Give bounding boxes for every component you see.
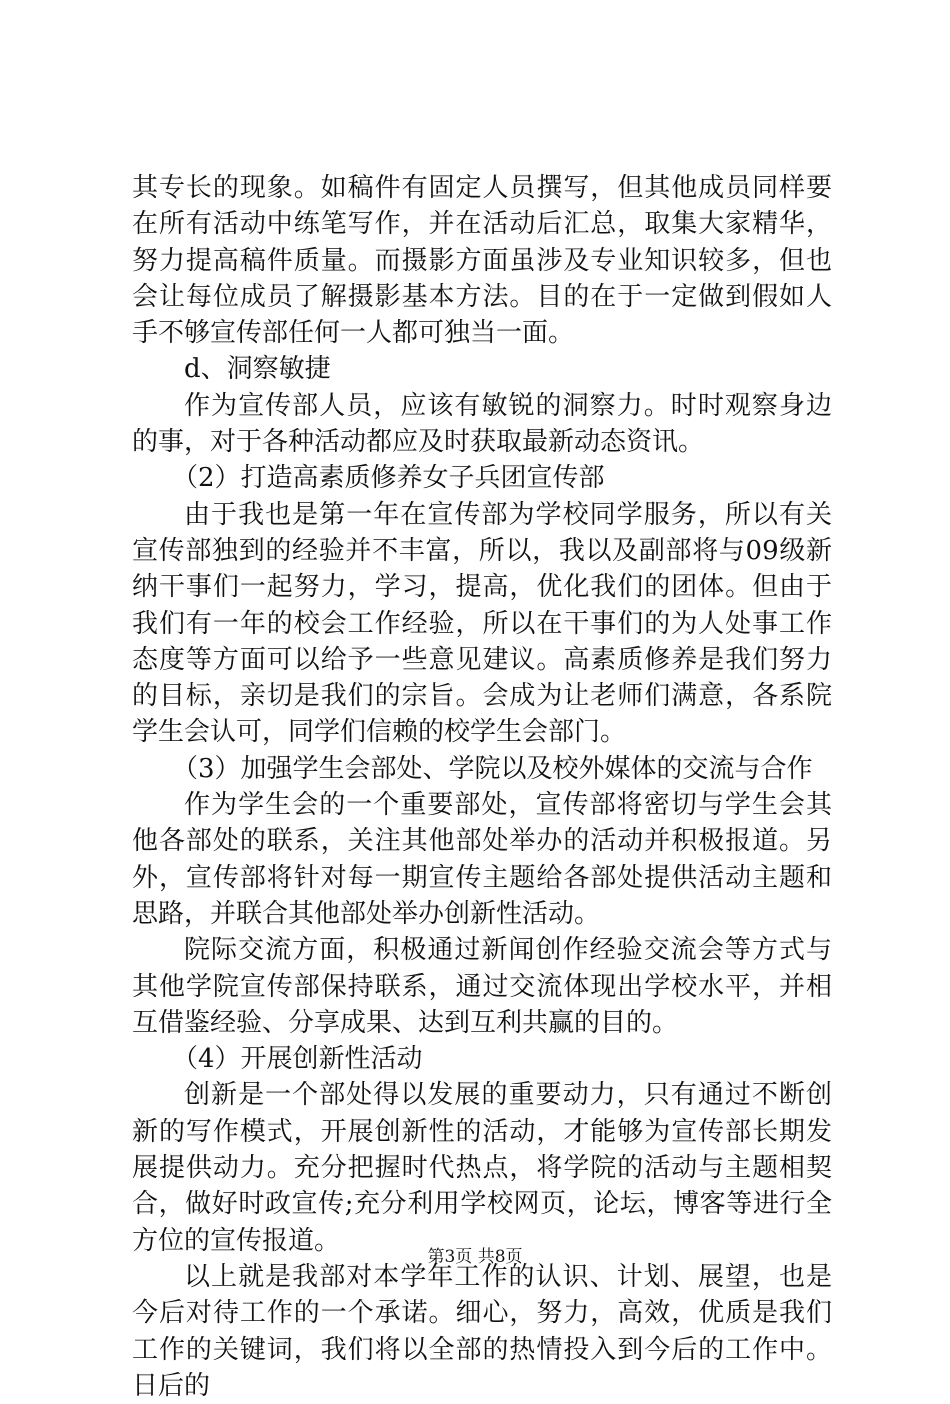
body-paragraph: 作为学生会的一个重要部处，宣传部将密切与学生会其他各部处的联系，关注其他部处举办的活动并积极报道。另外，宣传部将针对每一期宣传主题给各部处提供活动主题和思路，并联合其他部处举办创新性活动。 [132, 790, 832, 929]
section-heading-3: （3）加强学生会部处、学院以及校外媒体的交流与合作 [172, 753, 813, 784]
section-heading-2: （2）打造高素质修养女子兵团宣传部 [172, 463, 605, 494]
body-paragraph: 由于我也是第一年在宣传部为学校同学服务，所以有关宣传部独到的经验并不丰富，所以，我以及副部将与09级新纳干事们一起努力，学习，提高，优化我们的团体。但由于我们有一年的校会工作经验，所以在干事们的为人处事工作态度等方面可以给予一些意见建议。高素质修养是我们努力的目标，亲切是我们的宗旨。会成为让老师们满意，各系院学生会认可，同学们信赖的校学生会部门。 [132, 499, 832, 748]
body-paragraph: 院际交流方面，积极通过新闻创作经验交流会等方式与其他学院宣传部保持联系，通过交流体现出学校水平，并相互借鉴经验、分享成果、达到互利共赢的目的。 [132, 935, 832, 1038]
subheading-d: d、洞察敏捷 [184, 354, 331, 385]
body-paragraph: 创新是一个部处得以发展的重要动力，只有通过不断创新的写作模式，开展创新性的活动，才能够为宣传部长期发展提供动力。充分把握时代热点，将学院的活动与主题相契合，做好时政宣传;充分利用学校网页，论坛，博客等进行全方位的宣传报道。 [132, 1080, 832, 1256]
body-paragraph: 作为宣传部人员，应该有敏锐的洞察力。时时观察身边的事，对于各种活动都应及时获取最新动态资讯。 [132, 390, 832, 458]
page-number-footer: 第3页 共8页 [427, 1247, 523, 1267]
body-paragraph: 其专长的现象。如稿件有固定人员撰写，但其他成员同样要在所有活动中练笔写作，并在活动后汇总，取集大家精华，努力提高稿件质量。而摄影方面虽涉及专业知识较多，但也会让每位成员了解摄影基本方法。目的在于一定做到假如人手不够宣传部任何一人都可独当一面。 [132, 173, 832, 349]
document-body [132, 170, 832, 1404]
section-heading-4: （4）开展创新性活动 [172, 1044, 423, 1075]
body-paragraph: 以上就是我部对本学年工作的认识、计划、展望，也是今后对待工作的一个承诺。细心，努力，高效，优质是我们工作的关键词，我们将以全部的热情投入到今后的工作中。日后的 [132, 1261, 832, 1401]
